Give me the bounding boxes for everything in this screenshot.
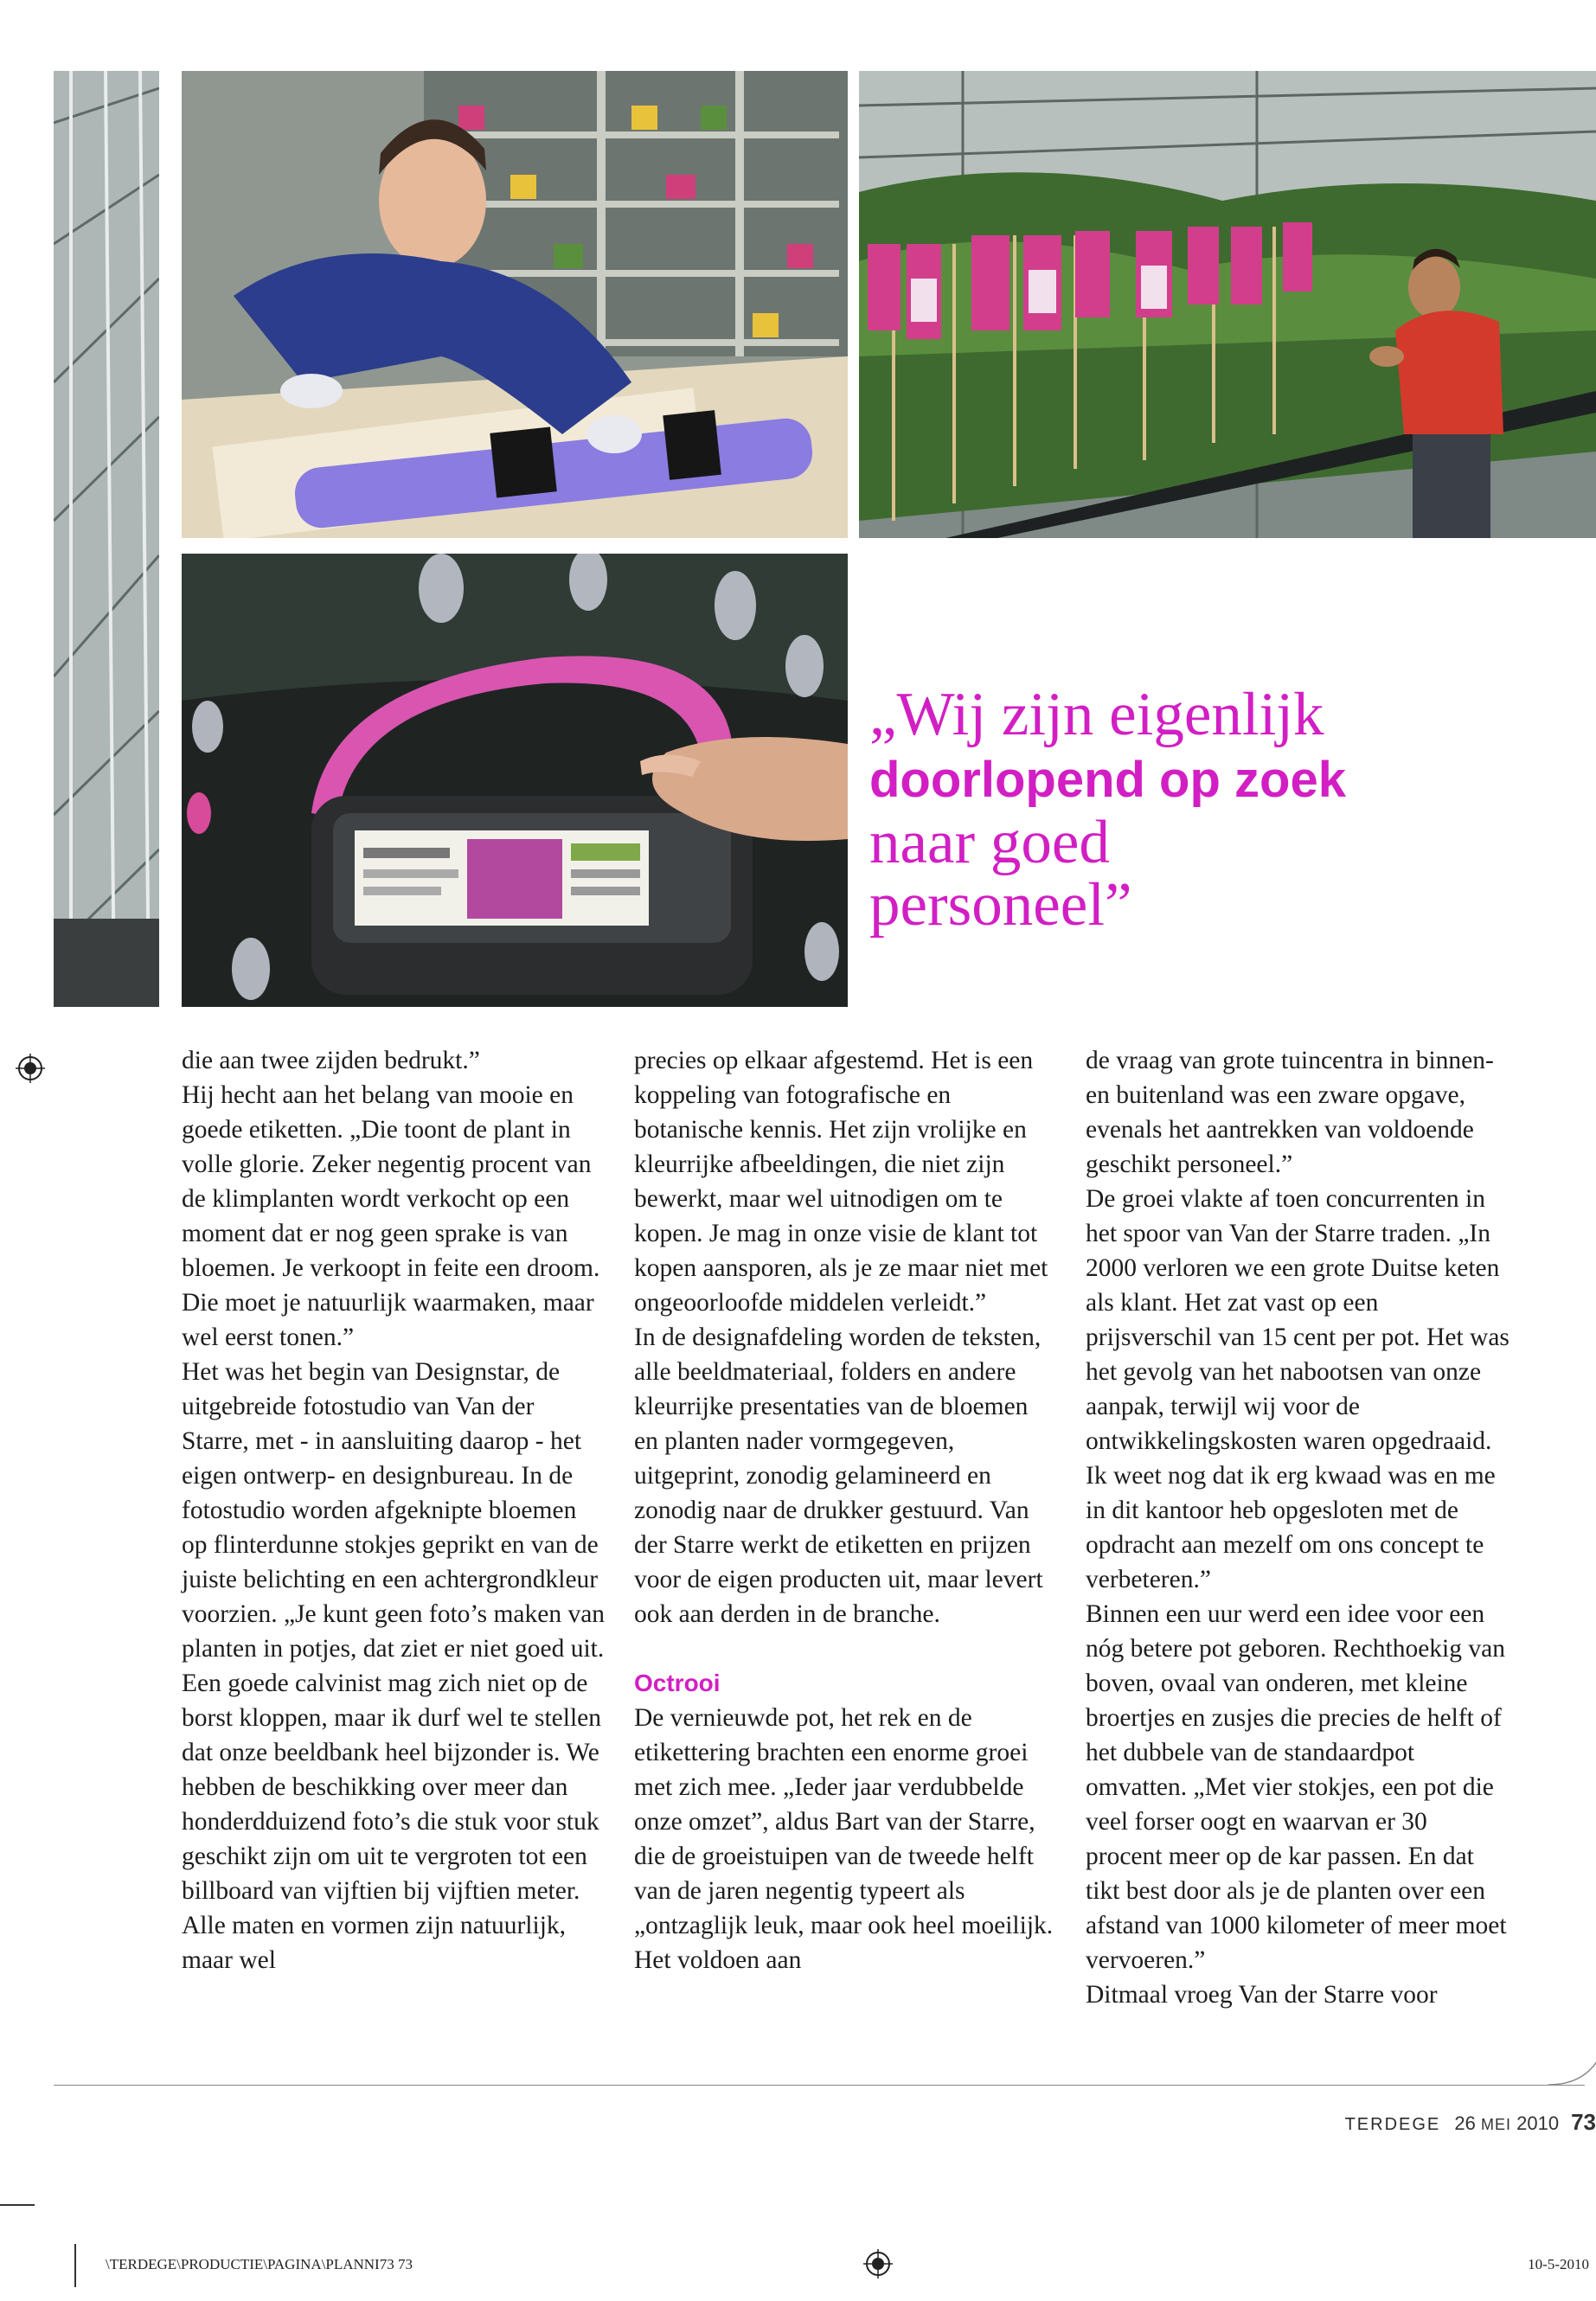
issue-day: 26 bbox=[1454, 2112, 1476, 2134]
page-footer bbox=[1345, 2109, 1596, 2136]
pull-quote-open: „Wij zijn eigenlijk bbox=[869, 681, 1324, 748]
registration-mark-icon bbox=[16, 1054, 45, 1083]
footer-rule bbox=[54, 2085, 1585, 2086]
page-number: 73 bbox=[1571, 2109, 1596, 2135]
photo-plant-rack bbox=[859, 71, 1596, 538]
paragraph: De groei vlakte af toen concurrenten in het spoor van Van der Starre traden. „In 2000 verloren we een grote Duitse keten als klant. Het zat vast op een prijsverschil van 15 cent per pot. Het was het gevolg van het nabootsen van onze aanpak, terwijl wij voor de ontwikkelingskosten waren opgedraaid. Ik weet nog dat ik erg kwaad was en me in dit kantoor heb opgesloten met de opdracht aan mezelf om ons concept te verbeteren.” bbox=[1086, 1185, 1509, 1593]
issue-month: MEI bbox=[1480, 2116, 1511, 2133]
crop-mark bbox=[74, 2244, 76, 2287]
article-column-1 bbox=[182, 1043, 606, 1977]
paragraph: Binnen een uur werd een idee voor een nóg betere pot geboren. Rechthoekig van boven, ovaal van onderen, met kleine broertjes en zusjes die precies de helft of het dubbele van de standaardpot omvatten. „Met vier stokjes, een pot die veel forser oogt en waarvan er 30 procent meer op de kar passen. En dat tikt best door als je de planten over een afstand van 1000 kilometer of meer moet vervoeren.” bbox=[1086, 1600, 1507, 1974]
footer-rule-corner bbox=[1548, 2057, 1596, 2086]
photo-pot-label bbox=[182, 554, 848, 1007]
registration-mark-icon bbox=[863, 2249, 893, 2279]
paragraph: Het was het begin van Designstar, de uitgebreide fotostudio van Van der Starre, met - in aansluiting daarop - het eigen ontwerp- en designbureau. In de fotostudio worden afgeknipte bloemen op flinterdunne stokjes geprikt en van de juiste belichting en een achtergrondkleur voorzien. „Je kunt geen foto’s maken van planten in potjes, dat ziet er niet goed uit. Een goede calvinist mag zich niet op de borst kloppen, maar ik durf wel te stellen dat onze beeldbank heel bijzonder is. We hebben de beschikking over meer dan honderdduizend foto’s die stuk voor stuk geschikt zijn om uit te vergroten tot een billboard van vijftien bij vijftien meter. Alle maten en vormen zijn natuurlijk, maar wel bbox=[182, 1358, 606, 1974]
paragraph: De vernieuwde pot, het rek en de etikettering brachten een enorme groei met zich mee. „Ieder jaar verdubbelde onze omzet”, aldus Bart van der Starre, die de groeistuipen van de tweede helft van de jaren negentig typeert als „ontzaglijk leuk, maar ook heel moeilijk. Het voldoen aan bbox=[634, 1704, 1054, 1974]
article-column-3 bbox=[1086, 1043, 1509, 2012]
pull-quote bbox=[869, 681, 1354, 939]
section-subheading: Octrooi bbox=[634, 1670, 721, 1696]
photo-greenhouse-strip bbox=[54, 71, 159, 1007]
paragraph: precies op elkaar afgestemd. Het is een koppeling van fotografische en botanische kennis. Het zijn vrolijke en kleurrijke afbeeldingen, die niet zijn bewerkt, maar wel uitnodigen om te kopen. Je mag in onze visie de klant tot kopen aansporen, als je ze maar niet met ongeoorloofde middelen verleidt.” bbox=[634, 1047, 1048, 1317]
photo-worker-labels bbox=[182, 71, 848, 538]
issue-year: 2010 bbox=[1516, 2112, 1560, 2134]
print-slug-path: \TERDEGE\PRODUCTIE\PAGINA\PLANNI73 73 bbox=[106, 2256, 413, 2272]
crop-mark bbox=[0, 2204, 35, 2206]
pull-quote-bold: doorlopend op zoek bbox=[869, 752, 1346, 808]
pull-quote-close: naar goed personeel” bbox=[869, 809, 1132, 939]
publication-name: TERDEGE bbox=[1344, 2115, 1441, 2134]
paragraph: Ditmaal vroeg Van der Starre voor bbox=[1086, 1981, 1438, 2009]
article-column-2 bbox=[634, 1043, 1058, 1977]
paragraph: Hij hecht aan het belang van mooie en goede etiketten. „Die toont de plant in volle glorie. Zeker negentig procent van de klimplanten wordt verkocht op een moment dat er nog geen sprake is van bloemen. Je verkoopt in feite een droom. Die moet je natuurlijk waarmaken, maar wel eerst tonen.” bbox=[182, 1081, 600, 1351]
paragraph: de vraag van grote tuincentra in binnen- en buitenland was een zware opgave, evenals het aantrekken van voldoende geschikt personeel.” bbox=[1086, 1047, 1494, 1178]
paragraph: die aan twee zijden bedrukt.” bbox=[182, 1047, 480, 1074]
print-slug-date: 10-5-2010 bbox=[1528, 2256, 1589, 2272]
paragraph: In de designafdeling worden de teksten, alle beeldmateriaal, folders en andere kleurrijke presentaties van de bloemen en planten nader vormgegeven, uitgeprint, zonodig gelamineerd en zonodig naar de drukker gestuurd. Van der Starre werkt de etiketten en prijzen voor de eigen producten uit, maar levert ook aan derden in de branche. bbox=[634, 1324, 1043, 1628]
